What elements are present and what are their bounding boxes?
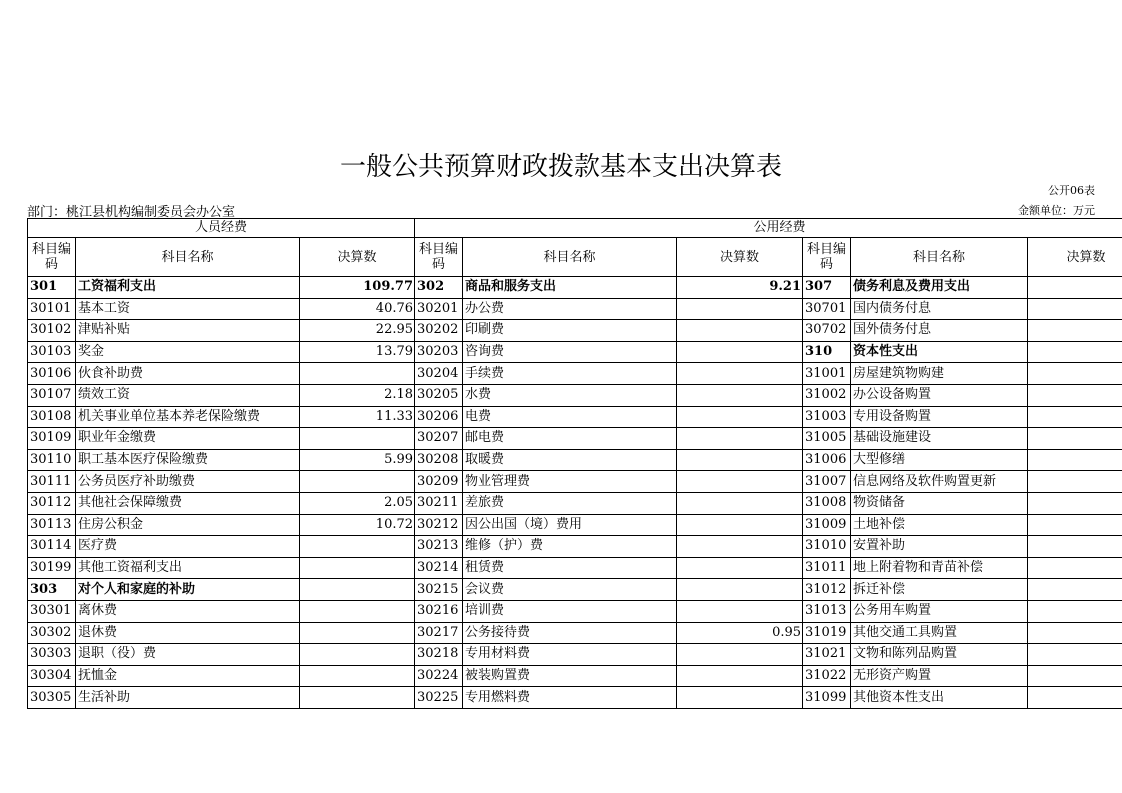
cell-code: 301 bbox=[28, 277, 76, 299]
cell-name: 土地补偿 bbox=[851, 514, 1028, 536]
table-row bbox=[28, 536, 1122, 558]
cell-code: 30206 bbox=[415, 406, 463, 428]
cell-amount bbox=[300, 557, 415, 579]
cell-code: 30304 bbox=[28, 665, 76, 687]
cell-name: 物资储备 bbox=[851, 492, 1028, 514]
cell-name: 水费 bbox=[463, 384, 677, 406]
cell-code: 30302 bbox=[28, 622, 76, 644]
cell-amount bbox=[677, 600, 803, 622]
cell-code: 30201 bbox=[415, 298, 463, 320]
cell-amount: 2.05 bbox=[300, 492, 415, 514]
cell-code: 30202 bbox=[415, 320, 463, 342]
cell-code: 30216 bbox=[415, 600, 463, 622]
table-row bbox=[28, 277, 1122, 299]
cell-amount bbox=[1028, 536, 1122, 558]
unit-label: 金额单位：万元 bbox=[1018, 204, 1095, 217]
cell-code: 30110 bbox=[28, 449, 76, 471]
cell-amount bbox=[300, 536, 415, 558]
cell-amount: 5.99 bbox=[300, 449, 415, 471]
cell-name: 大型修缮 bbox=[851, 449, 1028, 471]
cell-name: 退职（役）费 bbox=[76, 644, 300, 666]
cell-name: 其他交通工具购置 bbox=[851, 622, 1028, 644]
page-title: 一般公共预算财政拨款基本支出决算表 bbox=[339, 152, 782, 182]
cell-amount bbox=[1028, 622, 1122, 644]
cell-code: 30303 bbox=[28, 644, 76, 666]
cell-amount bbox=[1028, 644, 1122, 666]
cell-name: 绩效工资 bbox=[76, 384, 300, 406]
cell-amount bbox=[1028, 471, 1122, 493]
cell-code: 30207 bbox=[415, 428, 463, 450]
cell-code: 30208 bbox=[415, 449, 463, 471]
cell-code: 31021 bbox=[803, 644, 851, 666]
cell-amount bbox=[677, 514, 803, 536]
header-code: 科目编码 bbox=[28, 238, 76, 277]
cell-code: 30103 bbox=[28, 341, 76, 363]
cell-name: 住房公积金 bbox=[76, 514, 300, 536]
table-row bbox=[28, 514, 1122, 536]
cell-amount bbox=[677, 406, 803, 428]
cell-name: 差旅费 bbox=[463, 492, 677, 514]
cell-code: 30215 bbox=[415, 579, 463, 601]
cell-name: 对个人和家庭的补助 bbox=[76, 579, 300, 601]
cell-amount bbox=[677, 557, 803, 579]
cell-amount bbox=[677, 687, 803, 709]
cell-code: 31008 bbox=[803, 492, 851, 514]
cell-code: 30113 bbox=[28, 514, 76, 536]
cell-code: 30102 bbox=[28, 320, 76, 342]
cell-code: 31012 bbox=[803, 579, 851, 601]
department-label: 部门：桃江县机构编制委员会办公室 bbox=[27, 205, 236, 220]
cell-name: 津贴补贴 bbox=[76, 320, 300, 342]
cell-code: 30107 bbox=[28, 384, 76, 406]
cell-amount bbox=[677, 492, 803, 514]
header-code: 科目编码 bbox=[803, 238, 851, 277]
cell-name: 退休费 bbox=[76, 622, 300, 644]
cell-name: 生活补助 bbox=[76, 687, 300, 709]
cell-code: 31007 bbox=[803, 471, 851, 493]
cell-amount bbox=[677, 363, 803, 385]
cell-name: 工资福利支出 bbox=[76, 277, 300, 299]
cell-code: 31011 bbox=[803, 557, 851, 579]
cell-code: 31009 bbox=[803, 514, 851, 536]
cell-amount: 40.76 bbox=[300, 298, 415, 320]
cell-amount bbox=[300, 600, 415, 622]
cell-code: 30199 bbox=[28, 557, 76, 579]
table-row bbox=[28, 341, 1122, 363]
cell-name: 手续费 bbox=[463, 363, 677, 385]
cell-name: 机关事业单位基本养老保险缴费 bbox=[76, 406, 300, 428]
table-row bbox=[28, 384, 1122, 406]
table-row bbox=[28, 406, 1122, 428]
cell-amount bbox=[300, 622, 415, 644]
header-amount: 决算数 bbox=[300, 238, 415, 277]
cell-name: 其他工资福利支出 bbox=[76, 557, 300, 579]
cell-name: 公务接待费 bbox=[463, 622, 677, 644]
cell-amount bbox=[677, 320, 803, 342]
cell-code: 30203 bbox=[415, 341, 463, 363]
cell-code: 30205 bbox=[415, 384, 463, 406]
table-row bbox=[28, 298, 1122, 320]
cell-name: 拆迁补偿 bbox=[851, 579, 1028, 601]
cell-amount bbox=[1028, 514, 1122, 536]
cell-amount bbox=[1028, 384, 1122, 406]
cell-amount bbox=[1028, 600, 1122, 622]
cell-code: 30114 bbox=[28, 536, 76, 558]
table-row bbox=[28, 449, 1122, 471]
cell-amount bbox=[1028, 298, 1122, 320]
cell-amount bbox=[300, 665, 415, 687]
cell-code: 30106 bbox=[28, 363, 76, 385]
cell-code: 30212 bbox=[415, 514, 463, 536]
cell-code: 30112 bbox=[28, 492, 76, 514]
cell-code: 30301 bbox=[28, 600, 76, 622]
cell-name: 信息网络及软件购置更新 bbox=[851, 471, 1028, 493]
header-code: 科目编码 bbox=[415, 238, 463, 277]
cell-amount bbox=[300, 471, 415, 493]
column-header-row bbox=[28, 238, 1122, 277]
cell-name: 印刷费 bbox=[463, 320, 677, 342]
cell-code: 310 bbox=[803, 341, 851, 363]
header-amount: 决算数 bbox=[677, 238, 803, 277]
cell-amount bbox=[1028, 428, 1122, 450]
cell-amount bbox=[677, 579, 803, 601]
table-row bbox=[28, 622, 1122, 644]
cell-name: 物业管理费 bbox=[463, 471, 677, 493]
cell-code: 303 bbox=[28, 579, 76, 601]
cell-name: 伙食补助费 bbox=[76, 363, 300, 385]
cell-amount bbox=[300, 687, 415, 709]
cell-amount bbox=[300, 428, 415, 450]
cell-code: 31022 bbox=[803, 665, 851, 687]
group-personnel: 人员经费 bbox=[28, 219, 415, 238]
cell-amount bbox=[677, 449, 803, 471]
table-code: 公开06表 bbox=[1048, 184, 1095, 197]
cell-code: 31002 bbox=[803, 384, 851, 406]
cell-name: 无形资产购置 bbox=[851, 665, 1028, 687]
cell-amount: 11.33 bbox=[300, 406, 415, 428]
header-amount: 决算数 bbox=[1028, 238, 1122, 277]
cell-name: 国内债务付息 bbox=[851, 298, 1028, 320]
expenditure-table bbox=[27, 218, 1122, 709]
cell-code: 30305 bbox=[28, 687, 76, 709]
cell-amount bbox=[1028, 687, 1122, 709]
cell-code: 30214 bbox=[415, 557, 463, 579]
header-name: 科目名称 bbox=[851, 238, 1028, 277]
cell-name: 培训费 bbox=[463, 600, 677, 622]
cell-name: 公务员医疗补助缴费 bbox=[76, 471, 300, 493]
cell-name: 商品和服务支出 bbox=[463, 277, 677, 299]
cell-code: 31013 bbox=[803, 600, 851, 622]
cell-code: 30109 bbox=[28, 428, 76, 450]
cell-name: 租赁费 bbox=[463, 557, 677, 579]
cell-code: 31003 bbox=[803, 406, 851, 428]
cell-name: 文物和陈列品购置 bbox=[851, 644, 1028, 666]
cell-amount bbox=[1028, 449, 1122, 471]
cell-code: 31006 bbox=[803, 449, 851, 471]
cell-amount: 109.77 bbox=[300, 277, 415, 299]
cell-amount: 10.72 bbox=[300, 514, 415, 536]
cell-name: 安置补助 bbox=[851, 536, 1028, 558]
cell-code: 31010 bbox=[803, 536, 851, 558]
cell-name: 专用材料费 bbox=[463, 644, 677, 666]
cell-name: 国外债务付息 bbox=[851, 320, 1028, 342]
cell-amount: 2.18 bbox=[300, 384, 415, 406]
group-header-row bbox=[28, 219, 1122, 238]
cell-code: 30204 bbox=[415, 363, 463, 385]
cell-amount: 0.95 bbox=[677, 622, 803, 644]
cell-amount bbox=[677, 428, 803, 450]
table-row bbox=[28, 665, 1122, 687]
table-row bbox=[28, 687, 1122, 709]
cell-name: 会议费 bbox=[463, 579, 677, 601]
cell-code: 30702 bbox=[803, 320, 851, 342]
table-row bbox=[28, 363, 1122, 385]
cell-amount bbox=[677, 536, 803, 558]
cell-name: 维修（护）费 bbox=[463, 536, 677, 558]
cell-name: 医疗费 bbox=[76, 536, 300, 558]
cell-name: 离休费 bbox=[76, 600, 300, 622]
cell-name: 专用设备购置 bbox=[851, 406, 1028, 428]
cell-amount bbox=[677, 471, 803, 493]
cell-amount bbox=[300, 579, 415, 601]
cell-amount bbox=[1028, 579, 1122, 601]
cell-amount bbox=[677, 665, 803, 687]
cell-name: 办公费 bbox=[463, 298, 677, 320]
cell-amount bbox=[677, 341, 803, 363]
cell-amount: 9.21 bbox=[677, 277, 803, 299]
cell-code: 31005 bbox=[803, 428, 851, 450]
cell-name: 其他社会保障缴费 bbox=[76, 492, 300, 514]
cell-code: 30111 bbox=[28, 471, 76, 493]
cell-amount bbox=[1028, 492, 1122, 514]
cell-amount bbox=[677, 384, 803, 406]
cell-amount bbox=[677, 644, 803, 666]
cell-amount: 22.95 bbox=[300, 320, 415, 342]
table-row bbox=[28, 492, 1122, 514]
cell-name: 邮电费 bbox=[463, 428, 677, 450]
cell-amount: 13.79 bbox=[300, 341, 415, 363]
cell-amount bbox=[1028, 341, 1122, 363]
header-name: 科目名称 bbox=[463, 238, 677, 277]
header-name: 科目名称 bbox=[76, 238, 300, 277]
cell-name: 被装购置费 bbox=[463, 665, 677, 687]
cell-name: 房屋建筑物购建 bbox=[851, 363, 1028, 385]
cell-amount bbox=[1028, 557, 1122, 579]
cell-code: 30209 bbox=[415, 471, 463, 493]
cell-amount bbox=[1028, 320, 1122, 342]
cell-code: 31001 bbox=[803, 363, 851, 385]
table-row bbox=[28, 320, 1122, 342]
cell-code: 30108 bbox=[28, 406, 76, 428]
cell-code: 31099 bbox=[803, 687, 851, 709]
cell-name: 基本工资 bbox=[76, 298, 300, 320]
cell-name: 地上附着物和青苗补偿 bbox=[851, 557, 1028, 579]
cell-amount bbox=[1028, 665, 1122, 687]
cell-code: 30101 bbox=[28, 298, 76, 320]
cell-amount bbox=[677, 298, 803, 320]
cell-code: 30213 bbox=[415, 536, 463, 558]
cell-code: 307 bbox=[803, 277, 851, 299]
cell-name: 咨询费 bbox=[463, 341, 677, 363]
cell-name: 办公设备购置 bbox=[851, 384, 1028, 406]
cell-name: 电费 bbox=[463, 406, 677, 428]
cell-code: 30224 bbox=[415, 665, 463, 687]
cell-amount bbox=[1028, 277, 1122, 299]
table-row bbox=[28, 579, 1122, 601]
cell-name: 资本性支出 bbox=[851, 341, 1028, 363]
cell-amount bbox=[300, 644, 415, 666]
cell-name: 其他资本性支出 bbox=[851, 687, 1028, 709]
cell-name: 奖金 bbox=[76, 341, 300, 363]
table-row bbox=[28, 428, 1122, 450]
cell-code: 30701 bbox=[803, 298, 851, 320]
cell-name: 取暖费 bbox=[463, 449, 677, 471]
table-row bbox=[28, 471, 1122, 493]
group-public: 公用经费 bbox=[415, 219, 1122, 238]
cell-name: 基础设施建设 bbox=[851, 428, 1028, 450]
table-row bbox=[28, 557, 1122, 579]
cell-name: 职业年金缴费 bbox=[76, 428, 300, 450]
cell-name: 债务利息及费用支出 bbox=[851, 277, 1028, 299]
cell-name: 专用燃料费 bbox=[463, 687, 677, 709]
cell-code: 302 bbox=[415, 277, 463, 299]
cell-name: 公务用车购置 bbox=[851, 600, 1028, 622]
cell-code: 30217 bbox=[415, 622, 463, 644]
cell-code: 30211 bbox=[415, 492, 463, 514]
cell-name: 抚恤金 bbox=[76, 665, 300, 687]
cell-name: 因公出国（境）费用 bbox=[463, 514, 677, 536]
cell-amount bbox=[1028, 363, 1122, 385]
cell-amount bbox=[1028, 406, 1122, 428]
table-row bbox=[28, 644, 1122, 666]
cell-code: 30218 bbox=[415, 644, 463, 666]
cell-code: 31019 bbox=[803, 622, 851, 644]
table-row bbox=[28, 600, 1122, 622]
cell-code: 30225 bbox=[415, 687, 463, 709]
cell-name: 职工基本医疗保险缴费 bbox=[76, 449, 300, 471]
cell-amount bbox=[300, 363, 415, 385]
